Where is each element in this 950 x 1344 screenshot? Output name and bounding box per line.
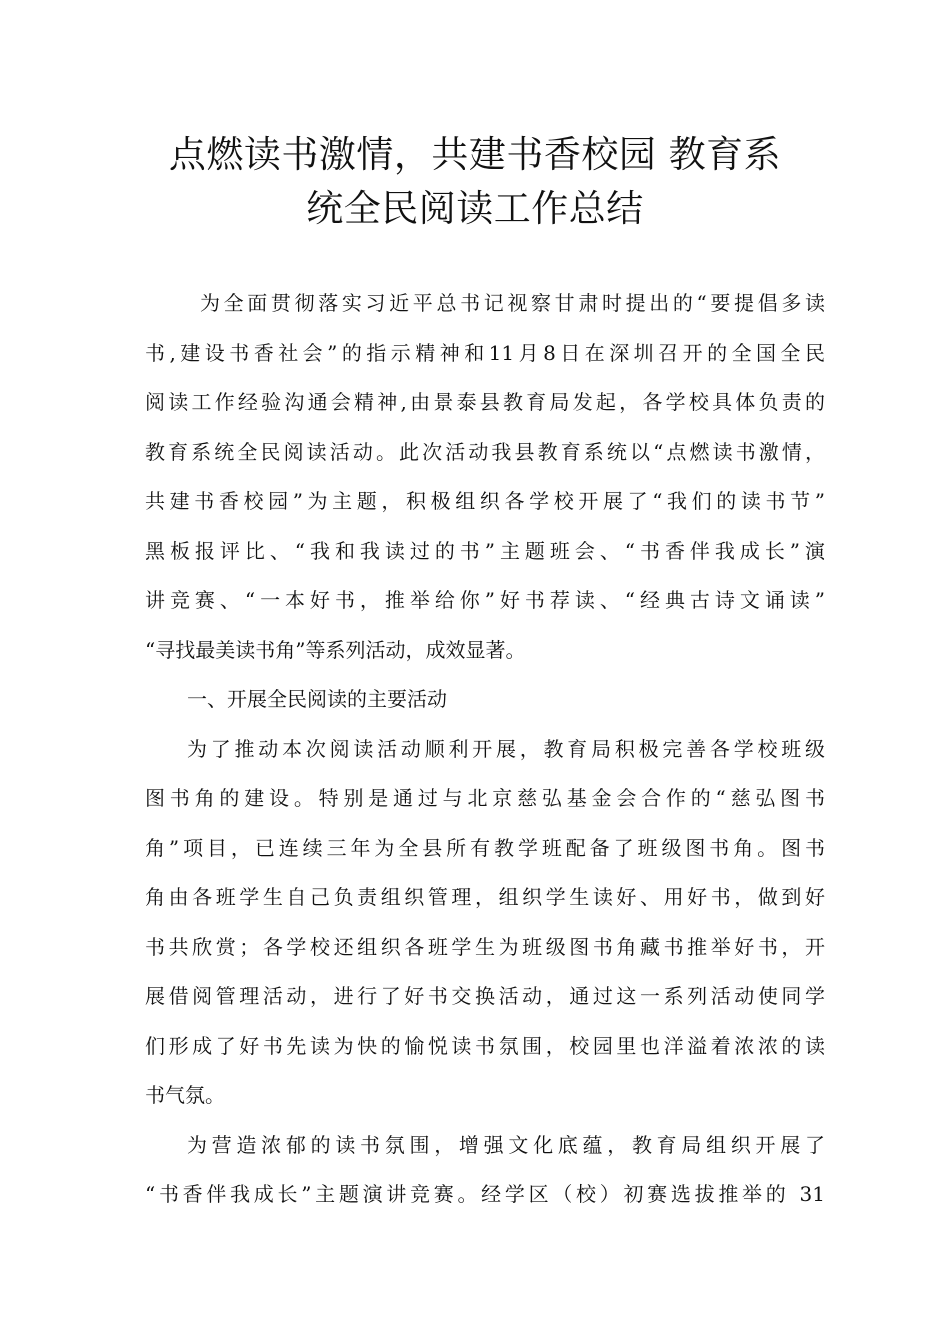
title-line-2: 统全民阅读工作总结 [306, 187, 644, 230]
paragraph-3-line-2: “书香伴我成长”主题演讲竞赛。经学区（校）初赛选拔推举的 31 [145, 1182, 825, 1206]
paragraph-2-line-3: 角”项目，已连续三年为全县所有教学班配备了班级图书角。图书 [145, 835, 825, 860]
paragraph-2-line-1: 为了推动本次阅读活动顺利开展，教育局积极完善各学校班级 [187, 736, 825, 761]
paragraph-1-line-6: 黑板报评比、“我和我读过的书”主题班会、“书香伴我成长”演 [145, 538, 825, 563]
document-title [140, 128, 810, 236]
title-line-1: 点燃读书激情，共建书香校园 教育系 [168, 133, 782, 176]
paragraph-2-line-6: 展借阅管理活动，进行了好书交换活动，通过这一系列活动使同学 [145, 984, 825, 1008]
paragraph-2-line-8: 书气氛。 [145, 1083, 225, 1107]
paragraph-1-line-3: 阅读工作经验沟通会精神,由景泰县教育局发起，各学校具体负责的 [145, 390, 825, 414]
paragraph-3-line-1: 为营造浓郁的读书氛围，增强文化底蕴，教育局组织开展了 [187, 1132, 825, 1157]
paragraph-1-line-8: “寻找最美读书角”等系列活动，成效显著。 [145, 637, 526, 662]
paragraph-1-line-4: 教育系统全民阅读活动。此次活动我县教育系统以“点燃读书激情， [145, 439, 825, 464]
paragraph-1-line-5: 共建书香校园”为主题，积极组织各学校开展了“我们的读书节” [145, 489, 825, 513]
paragraph-2-line-2: 图书角的建设。特别是通过与北京慈弘基金会合作的“慈弘图书 [145, 786, 825, 810]
paragraph-1-line-1: 为全面贯彻落实习近平总书记视察甘肃时提出的“要提倡多读 [200, 291, 825, 315]
paragraph-1-line-7: 讲竞赛、“一本好书，推举给你”好书荐读、“经典古诗文诵读” [145, 588, 825, 612]
document-body [145, 279, 825, 1220]
paragraph-2-line-4: 角由各班学生自己负责组织管理，组织学生读好、用好书，做到好 [145, 885, 825, 909]
paragraph-1-line-2: 书,建设书香社会”的指示精神和11月8日在深圳召开的全国全民 [145, 340, 825, 365]
paragraph-2-line-5: 书共欣赏；各学校还组织各班学生为班级图书角藏书推举好书，开 [145, 934, 825, 959]
section-heading-1: 一、开展全民阅读的主要活动 [187, 687, 447, 711]
paragraph-2-line-7: 们形成了好书先读为快的愉悦读书氛围，校园里也洋溢着浓浓的读 [145, 1033, 825, 1058]
